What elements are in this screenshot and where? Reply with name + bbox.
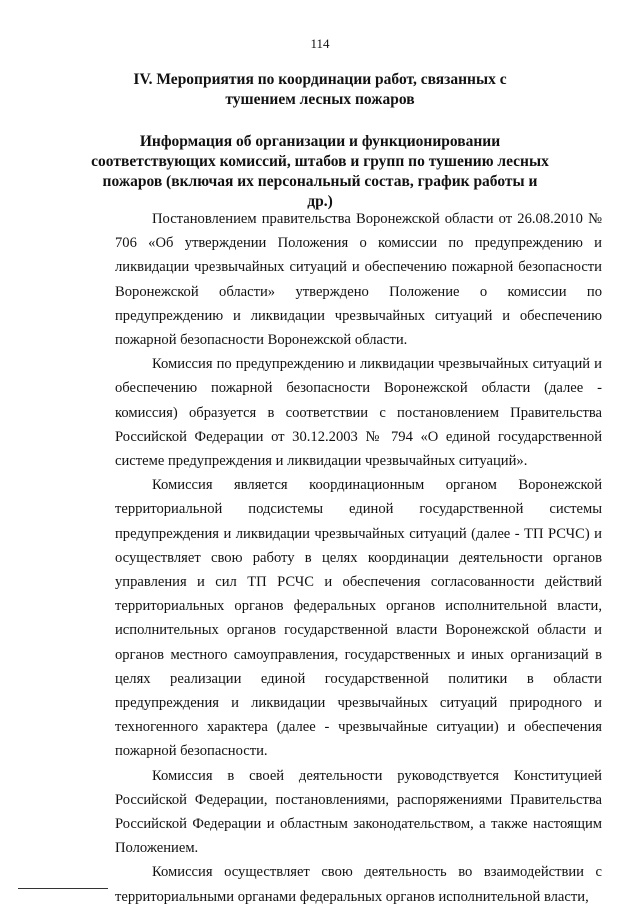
body-text xyxy=(115,207,602,909)
footer-rule xyxy=(18,888,108,889)
sub-heading: Информация об организации и функционировании соответствующих комиссий, штабов и групп по тушению лесных пожаров (включая их персональный состав, график работы и др.) xyxy=(91,133,549,210)
page-number: 114 xyxy=(310,36,330,51)
paragraph: Комиссия в своей деятельности руководствуется Конституцией Российской Федерации, постановлениями, распоряжениями Правительства Российской Федерации и областным законодательством, а также настоящим Положением. xyxy=(115,767,602,857)
paragraph: Комиссия по предупреждению и ликвидации чрезвычайных ситуаций и обеспечению пожарной безопасности Воронежской области (далее - комиссия) образуется в соответствии с постановлением Правительства Российской Федерации от 30.12.2003 № 794 «О единой государственной системе предупреждения и ликвидации чрезвычайных ситуаций». xyxy=(115,356,602,470)
paragraph: Комиссия осуществляет свою деятельность во взаимодействии с территориальными органами федеральных органов исполнительной власти, xyxy=(115,864,602,905)
paragraph: Постановлением правительства Воронежской области от 26.08.2010 № 706 «Об утверждении Положения о комиссии по предупреждению и ликвидации чрезвычайных ситуаций и обеспечению пожарной безопасности Воронежской области» утверждено Положение о комиссии по предупреждению и ликвидации чрезвычайных ситуаций и обеспечению пожарной безопасности Воронежской области. xyxy=(115,211,602,349)
paragraph: Комиссия является координационным органом Воронежской территориальной подсистемы единой государственной системы предупреждения и ликвидации чрезвычайных ситуаций (далее - ТП РСЧС) и осуществляет свою работу в целях координации деятельности органов управления и сил ТП РСЧС и обеспечения согласованности действий территориальных органов федеральных органов исполнительной власти, исполнительных органов государственной власти Воронежской области и органов местного самоуправления, государственных и иных организаций в целях реализации единой государственной политики в области предупреждения и ликвидации чрезвычайных ситуаций природного и техногенного характера (далее - чрезвычайные ситуации) и обеспечения пожарной безопасности. xyxy=(115,477,602,760)
section-heading: IV. Мероприятия по координации работ, связанных с тушением лесных пожаров xyxy=(133,71,507,108)
